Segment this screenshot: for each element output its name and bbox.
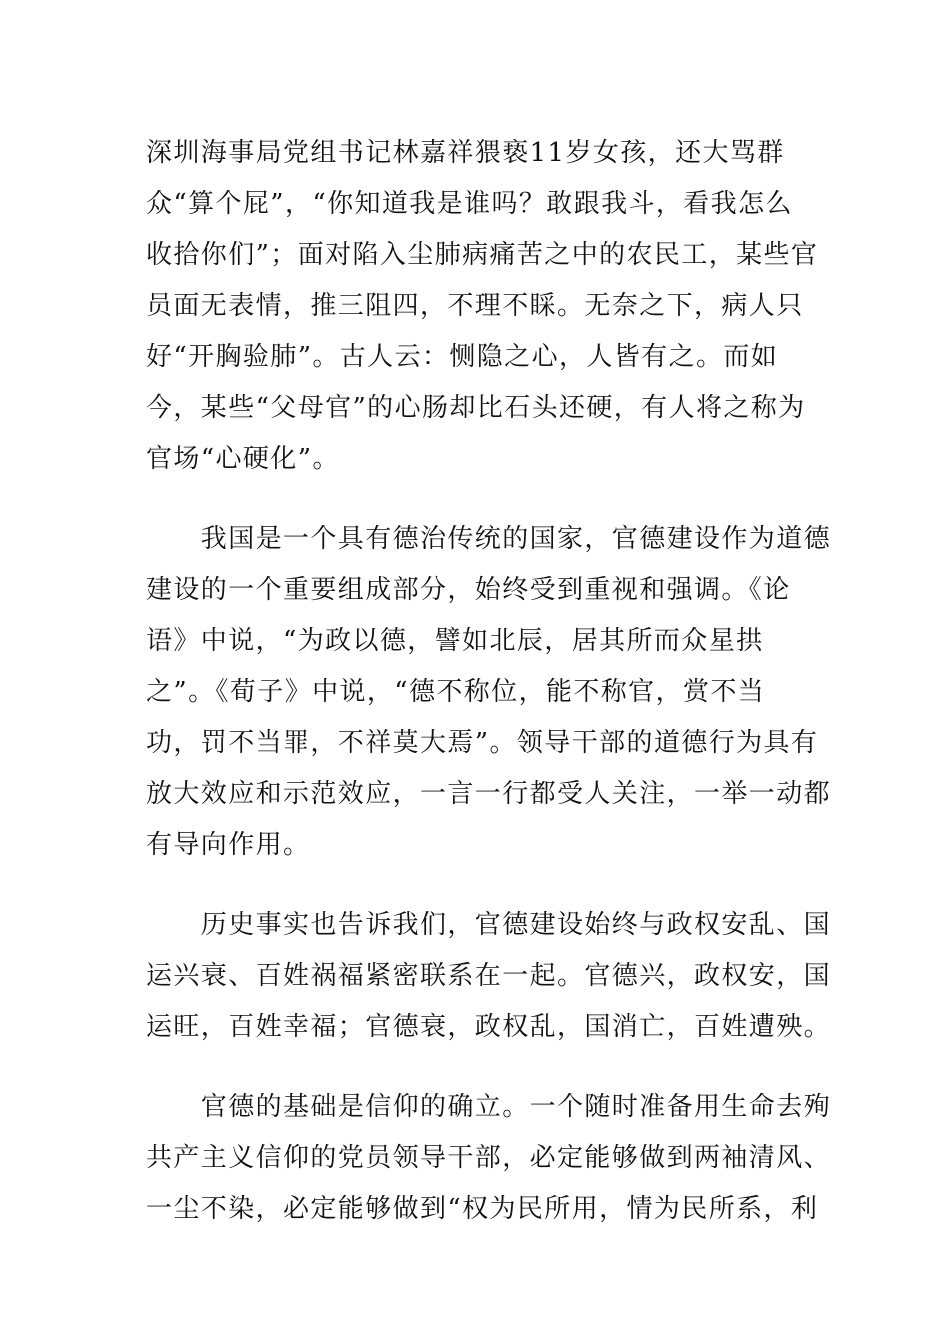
text-line: 官场“心硬化”。: [146, 444, 340, 474]
text-line: 深圳海事局党组书记林嘉祥猥亵11岁女孩，还大骂群: [146, 138, 785, 168]
paragraph-4: [146, 1082, 832, 1235]
text-line: 运旺，百姓幸福；官德衰，政权乱，国消亡，百姓遭殃。: [146, 1012, 832, 1042]
text-line: 员面无表情，推三阻四，不理不睬。无奈之下，病人只: [146, 291, 804, 321]
text-line: 好“开胸验肺”。古人云：恻隐之心，人皆有之。而如: [146, 342, 779, 372]
text-line: 我国是一个具有德治传统的国家，官德建设作为道德: [146, 524, 832, 554]
paragraph-1: [146, 128, 819, 485]
text-line: 收拾你们”；面对陷入尘肺病痛苦之中的农民工，某些官: [146, 240, 819, 270]
text-line: 今，某些“父母官”的心肠却比石头还硬，有人将之称为: [146, 393, 806, 423]
text-line: 功，罚不当罪，不祥莫大焉”。领导干部的道德行为具有: [146, 728, 819, 758]
text-line: 建设的一个重要组成部分，始终受到重视和强调。《论: [146, 575, 791, 605]
text-line: 放大效应和示范效应，一言一行都受人关注，一举一动都: [146, 779, 832, 809]
document-body: [146, 128, 832, 1235]
paragraph-2: [146, 514, 832, 871]
text-line: 之”。《荀子》中说，“德不称位，能不称官，赏不当: [146, 677, 766, 707]
text-line: 历史事实也告诉我们，官德建设始终与政权安乱、国: [146, 910, 832, 940]
text-line: 一尘不染，必定能够做到“权为民所用，情为民所系，利: [146, 1194, 819, 1224]
text-line: 共产主义信仰的党员领导干部，必定能够做到两袖清风、: [146, 1143, 832, 1173]
text-line: 官德的基础是信仰的确立。一个随时准备用生命去殉: [146, 1092, 832, 1122]
text-line: 语》中说，“为政以德，譬如北辰，居其所而众星拱: [146, 626, 764, 656]
paragraph-3: [146, 900, 832, 1053]
text-line: 运兴衰、百姓祸福紧密联系在一起。官德兴，政权安，国: [146, 961, 832, 991]
text-line: 有导向作用。: [146, 830, 311, 860]
text-line: 众“算个屁”，“你知道我是谁吗？敢跟我斗，看我怎么: [146, 189, 793, 219]
